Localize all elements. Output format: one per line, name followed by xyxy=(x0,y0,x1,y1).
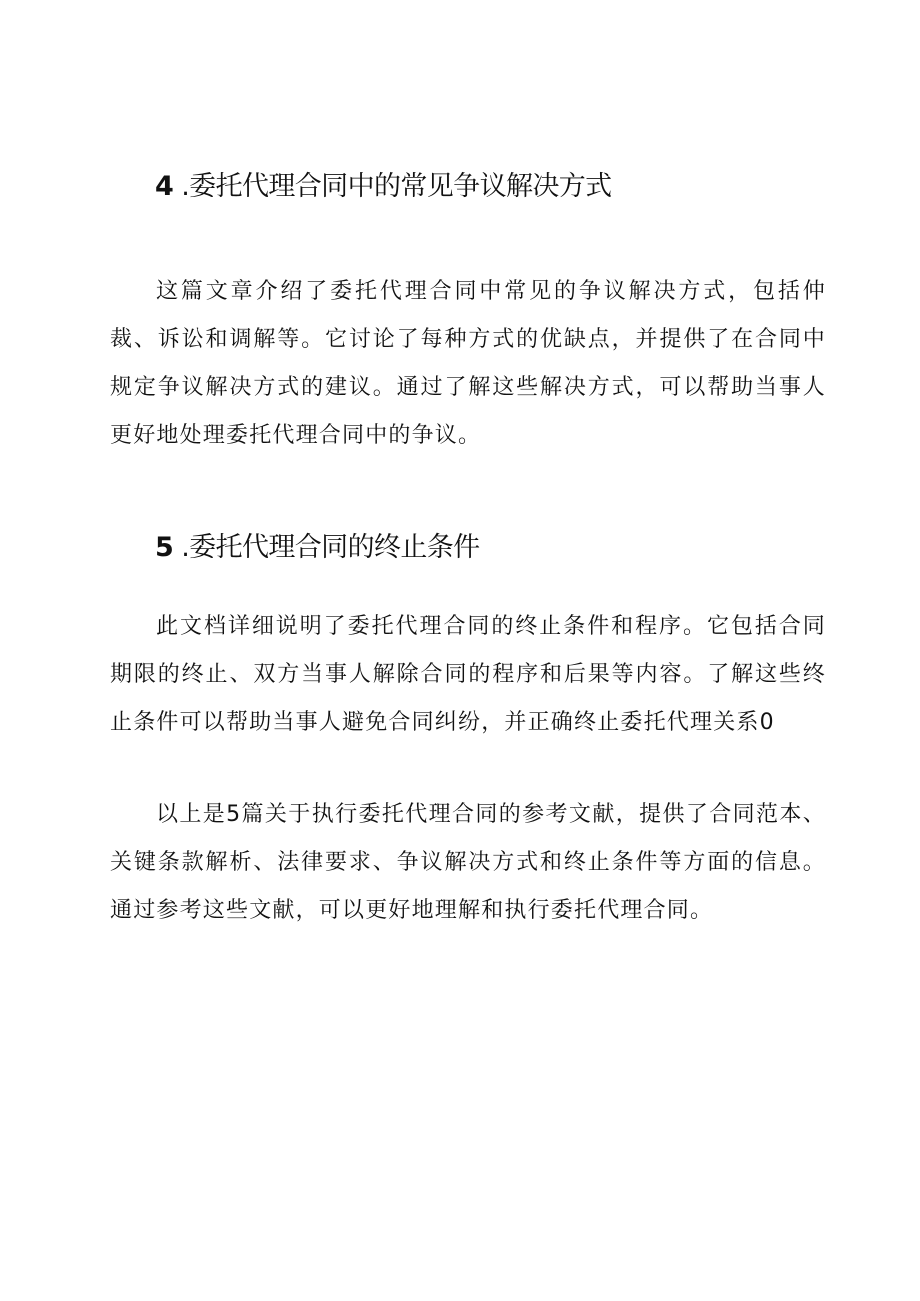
section-5-title: .委托代理合同的终止条件 xyxy=(181,532,480,563)
section-5-heading xyxy=(155,528,480,568)
section-5-paragraph: 此文档详细说明了委托代理合同的终止条件和程序。它包括合同期限的终止、双方当事人解除合同的程序和后果等内容。了解这些终止条件可以帮助当事人避免合同纠纷，并正确终止委托代理关系0 xyxy=(110,614,826,735)
section-4-heading xyxy=(155,167,612,207)
section-4-number: 4 xyxy=(155,171,174,202)
section-4-title: .委托代理合同中的常见争议解决方式 xyxy=(181,171,612,202)
section-5-number: 5 xyxy=(155,532,174,563)
summary-paragraph: 以上是5篇关于执行委托代理合同的参考文献，提供了合同范本、关键条款解析、法律要求、争议解决方式和终止条件等方面的信息。通过参考这些文献，可以更好地理解和执行委托代理合同。 xyxy=(110,802,826,923)
section-4-paragraph: 这篇文章介绍了委托代理合同中常见的争议解决方式，包括仲裁、诉讼和调解等。它讨论了每种方式的优缺点，并提供了在合同中规定争议解决方式的建议。通过了解这些解决方式，可以帮助当事人更好地处理委托代理合同中的争议。 xyxy=(110,279,826,448)
